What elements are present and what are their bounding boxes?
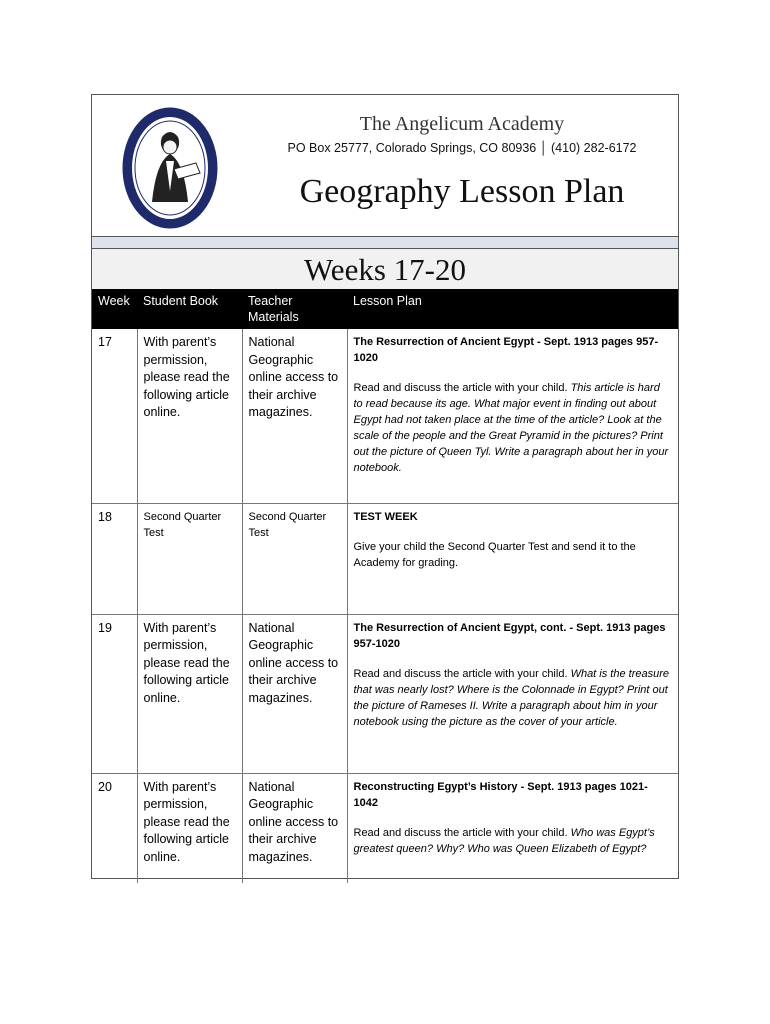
lesson-instruction: Give your child the Second Quarter Test and send it to the Academy for grading. [353, 540, 636, 569]
lesson-instruction: Read and discuss the article with your child. [353, 382, 571, 394]
student-book-cell: With parent’s permission, please read the following article online. [137, 773, 242, 883]
teacher-materials-cell: Second Quarter Test [242, 503, 347, 614]
lesson-plan-table [92, 289, 678, 883]
academy-address: PO Box 25777, Colorado Springs, CO 80936 │ (410) 282-6172 [287, 141, 637, 155]
week-number: 17 [92, 329, 137, 503]
lesson-instruction: Read and discuss the article with your child. [353, 667, 571, 680]
table-row [92, 773, 678, 883]
week-number: 19 [92, 614, 137, 773]
column-header-lesson-plan: Lesson Plan [347, 289, 678, 329]
lesson-questions: This article is hard to read because its age. What major event in finding out about Egypt had not taken place at the time of the article? Look at the scale of the people and the Great Pyramid in the pictures? Print out the picture of Queen Tyl. Write a paragraph about her in your notebook. [353, 382, 669, 474]
teacher-materials-cell: National Geographic online access to their archive magazines. [242, 614, 347, 773]
lesson-description [354, 825, 673, 857]
table-row [92, 503, 678, 614]
document-header [92, 95, 678, 237]
teacher-materials-cell: National Geographic online access to their archive magazines. [242, 329, 347, 503]
column-header-student-book: Student Book [137, 289, 242, 329]
student-book-cell: With parent’s permission, please read the following article online. [137, 614, 242, 773]
document-title: Geography Lesson Plan [299, 173, 625, 210]
lesson-instruction: Read and discuss the article with your child. [353, 826, 571, 839]
lesson-title: TEST WEEK [353, 510, 418, 523]
weeks-band [92, 249, 678, 289]
student-book-cell: With parent’s permission, please read the following article online. [137, 329, 242, 503]
weeks-title: Weeks 17-20 [304, 252, 466, 287]
lesson-plan-document [91, 94, 679, 879]
table-header-row [92, 289, 678, 329]
lesson-description [354, 539, 673, 571]
lesson-title: The Resurrection of Ancient Egypt - Sept. 1913 pages 957-1020 [353, 336, 659, 364]
lesson-title: Reconstructing Egypt’s History - Sept. 1913 pages 1021-1042 [353, 780, 648, 809]
lesson-description [354, 666, 673, 730]
lesson-questions: What is the treasure that was nearly lost? Where is the Colonnade in Egypt? Print out the picture of Rameses II. Write a paragraph about him in your notebook using the picture as the cover of your article. [353, 667, 669, 728]
lesson-title: The Resurrection of Ancient Egypt, cont. - Sept. 1913 pages 957-1020 [353, 621, 666, 650]
lesson-plan-cell [347, 773, 678, 883]
week-number: 20 [92, 773, 137, 883]
student-book-cell: Second Quarter Test [137, 503, 242, 614]
lesson-plan-cell [347, 614, 678, 773]
lesson-description [354, 380, 673, 476]
academy-name: The Angelicum Academy [359, 113, 565, 135]
table-row [92, 614, 678, 773]
academy-seal-logo [122, 107, 218, 229]
table-row [92, 329, 678, 503]
lesson-plan-cell [347, 329, 678, 503]
week-number: 18 [92, 503, 137, 614]
column-header-teacher-materials: Teacher Materials [242, 289, 347, 329]
lesson-plan-cell [347, 503, 678, 614]
teacher-materials-cell: National Geographic online access to their archive magazines. [242, 773, 347, 883]
header-separator-band [92, 237, 678, 249]
lesson-questions: Who was Egypt’s greatest queen? Why? Who was Queen Elizabeth of Egypt? [353, 826, 655, 855]
column-header-week: Week [92, 289, 137, 329]
